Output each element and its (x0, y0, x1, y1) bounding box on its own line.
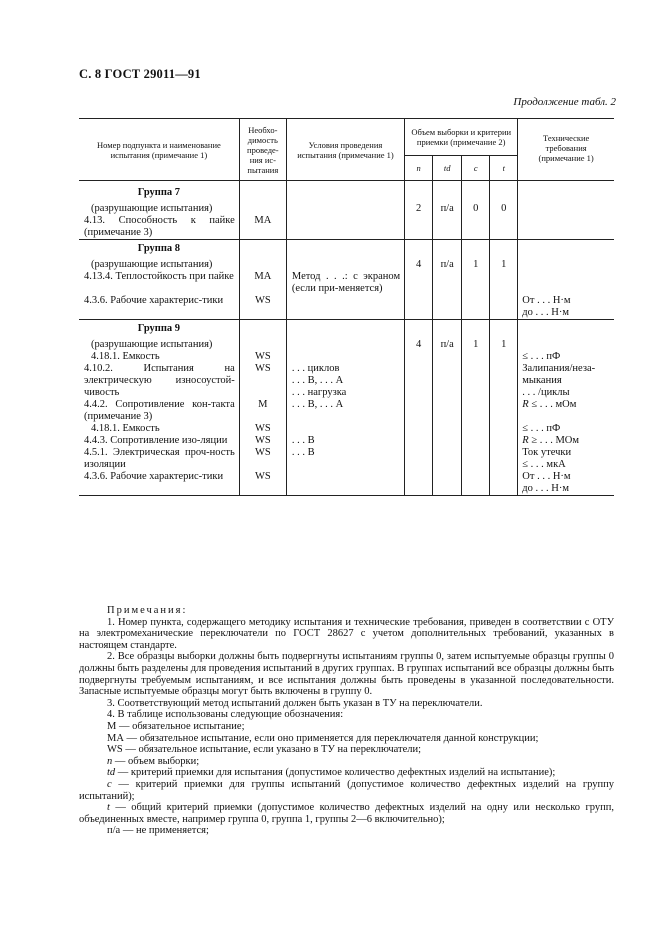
header-conditions: Условия проведения испытания (примечание 1) (286, 119, 404, 181)
necessity: WS (239, 295, 286, 320)
requirement-line: . . . /циклы (522, 387, 570, 398)
group7-title-row (79, 181, 614, 204)
condition-line: . . . циклов (291, 363, 340, 374)
necessity: WS (239, 471, 286, 496)
test-name: 4.4.3. Сопротивление изо-ляции (84, 435, 228, 446)
table-row (79, 363, 614, 399)
header-test-name: Номер подпункта и наименование испытания (примечание 1) (79, 119, 239, 181)
table-header-row (79, 119, 614, 156)
legend-ws: WS — обязательное испытание, если указано в ТУ на переключатели; (107, 744, 422, 756)
requirement-line: до . . . Н·м (522, 307, 569, 318)
notes-heading: Примечания: (107, 605, 188, 616)
group8-n: 4 (405, 259, 433, 271)
note-4: 4. В таблице использованы следующие обозначения: (107, 709, 344, 721)
requirement-line: Залипания/неза-мыкания (522, 363, 596, 386)
test-name: 4.3.6. Рабочие характерис-тики (84, 295, 224, 306)
resistance-symbol: R (522, 399, 529, 410)
legend-td-text: — критерий приемки для испытания (допустимое количество дефектных изделий на испытание); (115, 767, 556, 779)
group9-subtitle: (разрушающие испытания) (91, 339, 213, 350)
necessity: М (239, 399, 286, 423)
legend-na: п/а — не применяется; (107, 825, 209, 837)
table-row (79, 215, 614, 240)
requirements (518, 295, 614, 320)
note-2: 2. Все образцы выборки должны быть подвергнуты испытаниям группы 0, затем испытуемые образцы группы 0 должны быть разделены для проведения испытаний в других группах. В группах испытаний все образцы должны быть подвергнуты требуемым испытаниям, и все испытания должны быть проведены в указанной последовательности. Запасные испытуемые образцы могут быть включены в группу 0. (79, 651, 614, 698)
table-row (79, 423, 614, 435)
test-conditions: . . . В (286, 447, 404, 471)
requirement-line: ≤ . . . мкА (522, 459, 566, 470)
necessity: WS (239, 363, 286, 399)
necessity: МА (239, 215, 286, 240)
requirement-value: ≥ . . . МОм (528, 435, 580, 446)
requirements: ≤ . . . пФ (518, 423, 614, 435)
group9-subtitle-row (79, 339, 614, 351)
test-table (79, 118, 614, 496)
requirement-value: ≤ . . . мОм (528, 399, 577, 410)
group7-title: Группа 7 (137, 187, 180, 198)
legend-n (79, 756, 614, 768)
necessity: WS (239, 447, 286, 471)
subheader-t: t (490, 156, 518, 181)
group8-t: 1 (490, 259, 518, 271)
test-conditions: . . . В (286, 435, 404, 447)
table-row (79, 295, 614, 320)
test-name: 4.18.1. Емкость (91, 423, 160, 434)
header-necessity: Необхо-димость проведе-ния ис-пытания (239, 119, 286, 181)
necessity: WS (239, 351, 286, 363)
test-name: 4.10.2. Испытания на электрическую износоустой-чивость (84, 363, 235, 398)
condition-line: . . . нагрузка (291, 387, 347, 398)
group9-title: Группа 9 (137, 323, 180, 334)
test-conditions: . . . В, . . . А (286, 399, 404, 423)
group9-td: п/а (433, 339, 462, 351)
requirement-line: От . . . Н·м (522, 295, 571, 306)
necessity: МА (239, 271, 286, 295)
group8-subtitle-row (79, 259, 614, 271)
group7-t: 0 (490, 203, 518, 215)
group7-subtitle: (разрушающие испытания) (91, 203, 213, 214)
necessity: WS (239, 435, 286, 447)
group7-n: 2 (405, 203, 433, 215)
legend-t-text: — общий критерий приемки (допустимое количество дефектных изделий на одну или несколько групп, объединенных вместе, например группа 0, группа 1, группы 2—6 включительно); (79, 802, 614, 825)
table-row (79, 351, 614, 363)
test-name: 4.13. Способность к пайке (примечание 3) (84, 215, 235, 238)
legend-c-symbol: c (107, 778, 112, 790)
requirements (518, 471, 614, 496)
table-row (79, 447, 614, 471)
note-3: 3. Соответствующий метод испытаний должен быть указан в ТУ на переключатели. (107, 697, 483, 709)
test-conditions: Метод . . .: с экраном (если при-меняется) (286, 271, 404, 295)
requirements: ≤ . . . пФ (518, 351, 614, 363)
test-name: 4.4.2. Сопротивление кон-такта (примечание 3) (84, 399, 235, 422)
requirements (518, 435, 614, 447)
legend-n-text: — объем выборки; (112, 755, 200, 767)
subheader-c: c (462, 156, 490, 181)
resistance-symbol: R (522, 435, 529, 446)
test-name: 4.3.6. Рабочие характерис-тики (84, 471, 224, 482)
necessity: WS (239, 423, 286, 435)
test-conditions (286, 363, 404, 399)
legend-t-symbol: t (107, 802, 110, 814)
header-sample-criteria: Объем выборки и критерии приемки (примечание 2) (405, 119, 518, 156)
legend-c-text: — критерий приемки для группы испытаний (допустимое количество дефектных изделий на группу испытаний); (79, 778, 614, 802)
legend-m: М — обязательное испытание; (107, 720, 245, 732)
test-name: 4.5.1. Электрическая проч-ность изоляции (84, 447, 235, 470)
legend-c (79, 779, 614, 802)
notes-section (79, 605, 614, 837)
legend-td (79, 767, 614, 779)
group7-c: 0 (462, 203, 490, 215)
legend-t (79, 802, 614, 825)
group8-c: 1 (462, 259, 490, 271)
group9-title-row (79, 320, 614, 340)
table-continuation-label: Продолжение табл. 2 (513, 96, 616, 108)
table-row (79, 471, 614, 496)
legend-td-symbol: td (107, 767, 116, 779)
subheader-n: n (405, 156, 433, 181)
group8-title-row (79, 240, 614, 260)
note-1: 1. Номер пункта, содержащего методику испытания и технические требования, приведен в соответствии с ОТУ на электромеханические переключатели по ГОСТ 28627 с учетом дополнительных требований, указанных в настоящем стандарте. (79, 616, 614, 651)
group7-td: п/а (433, 203, 462, 215)
requirement-line: до . . . Н·м (522, 483, 569, 494)
requirement-line: От . . . Н·м (522, 471, 571, 482)
group7-subtitle-row (79, 203, 614, 215)
requirements (518, 447, 614, 471)
test-name: 4.13.4. Теплостойкость при пайке (84, 271, 234, 282)
page-header: С. 8 ГОСТ 29011—91 (79, 67, 201, 81)
legend-ma: МА — обязательное испытание, если оно применяется для переключателя данной конструкции; (107, 732, 539, 744)
table-row (79, 435, 614, 447)
table-row (79, 399, 614, 423)
group9-t: 1 (490, 339, 518, 351)
test-name: 4.18.1. Емкость (91, 351, 160, 362)
legend-n-symbol: n (107, 755, 113, 767)
group8-title: Группа 8 (137, 243, 180, 254)
group8-td: п/а (433, 259, 462, 271)
condition-line: . . . В, . . . А (291, 375, 344, 386)
table-row (79, 271, 614, 295)
group9-c: 1 (462, 339, 490, 351)
requirements (518, 363, 614, 399)
header-requirements: Технические требования (примечание 1) (518, 119, 614, 181)
requirement-line: Ток утечки (522, 447, 572, 458)
group9-n: 4 (405, 339, 433, 351)
subheader-td: td (433, 156, 462, 181)
group8-subtitle: (разрушающие испытания) (91, 259, 213, 270)
requirements (518, 399, 614, 423)
